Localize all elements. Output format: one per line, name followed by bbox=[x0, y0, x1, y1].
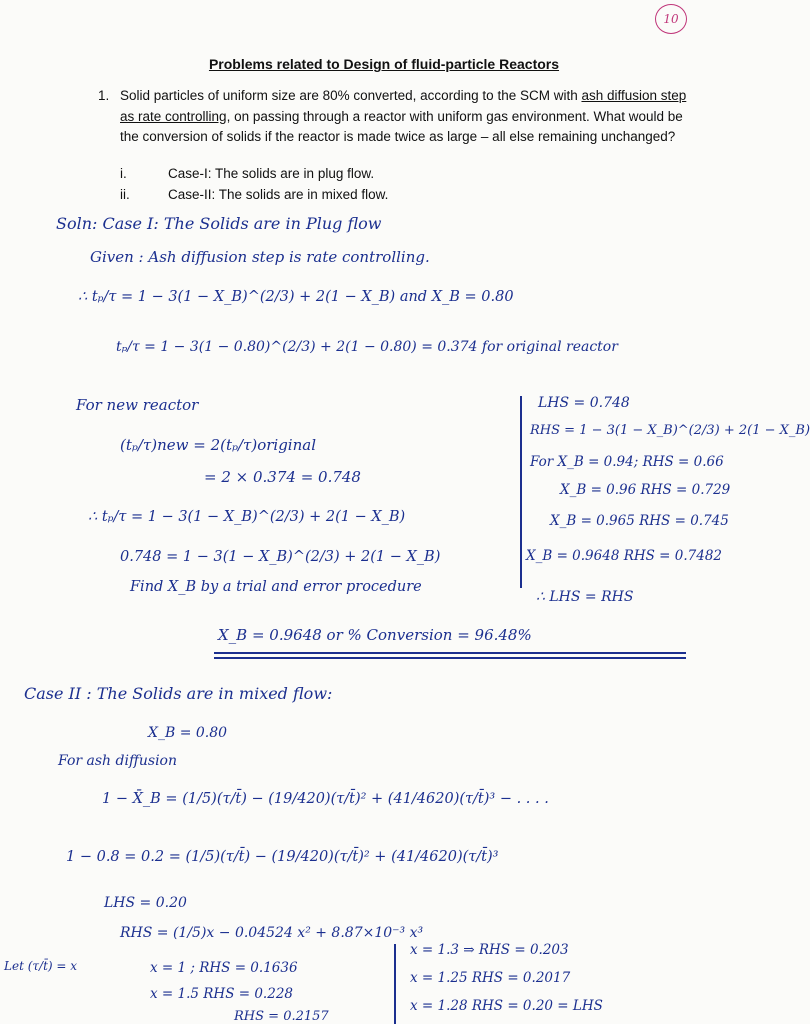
solution-line: Given : Ash diffusion step is rate controlling. bbox=[90, 248, 430, 266]
page-number: 10 bbox=[663, 12, 679, 26]
problem-text-after: , on passing through a reactor with uniform gas environment. What would be the conversion of solids if the reactor is made twice as large – all else remaining unchanged? bbox=[120, 108, 683, 144]
case2-line: x = 1.25 RHS = 0.2017 bbox=[410, 970, 571, 986]
case-roman: ii. bbox=[120, 187, 130, 202]
case-roman: i. bbox=[120, 166, 127, 181]
page-title: Problems related to Design of fluid-particle Reactors bbox=[208, 56, 560, 72]
solution-line: (tₚ/τ)new = 2(tₚ/τ)original bbox=[120, 436, 316, 454]
solution-line: ∴ tₚ/τ = 1 − 3(1 − X_B)^(2/3) + 2(1 − X_B) and X_B = 0.80 bbox=[78, 289, 514, 305]
solution-line: Find X_B by a trial and error procedure bbox=[130, 579, 422, 595]
case2-line: RHS = (1/5)x − 0.04524 x² + 8.87×10⁻³ x³ bbox=[120, 925, 424, 941]
side-calc-line: For X_B = 0.94; RHS = 0.66 bbox=[530, 454, 724, 470]
problem-statement bbox=[98, 86, 688, 148]
problem-text-underlined: ash diffusion step as rate controlling bbox=[120, 88, 687, 124]
answer-underline bbox=[214, 657, 686, 659]
case2-line: RHS = 0.2157 bbox=[234, 1009, 329, 1024]
answer-case-1: X_B = 0.9648 or % Conversion = 96.48% bbox=[218, 626, 532, 644]
solution-line: For new reactor bbox=[76, 396, 199, 414]
solution-line: ∴ tₚ/τ = 1 − 3(1 − X_B)^(2/3) + 2(1 − X_B) bbox=[88, 509, 406, 525]
solution-line: Soln: Case I: The Solids are in Plug flow bbox=[56, 214, 382, 233]
case-text: Case-II: The solids are in mixed flow. bbox=[168, 187, 389, 202]
problem-text-before: Solid particles of uniform size are 80% converted, according to the SCM with bbox=[120, 88, 582, 103]
problem-text bbox=[120, 86, 688, 148]
case2-line: Let (τ/t̄) = x bbox=[4, 959, 78, 973]
side-calc-line: RHS = 1 − 3(1 − X_B)^(2/3) + 2(1 − X_B) bbox=[530, 423, 810, 438]
case2-line: 1 − X̄_B = (1/5)(τ/t̄) − (19/420)(τ/t̄)² + (41/4620)(τ/t̄)³ − . . . . bbox=[102, 791, 549, 807]
solution-line: 0.748 = 1 − 3(1 − X_B)^(2/3) + 2(1 − X_B) bbox=[120, 549, 441, 565]
case2-line: x = 1.5 RHS = 0.228 bbox=[150, 986, 293, 1002]
case2-line: Case II : The Solids are in mixed flow: bbox=[24, 684, 333, 703]
side-calc-divider bbox=[520, 396, 522, 588]
solution-line: = 2 × 0.374 = 0.748 bbox=[204, 468, 361, 486]
case-text: Case-I: The solids are in plug flow. bbox=[168, 166, 375, 181]
case2-line: 1 − 0.8 = 0.2 = (1/5)(τ/t̄) − (19/420)(τ/t̄)² + (41/4620)(τ/t̄)³ bbox=[66, 849, 499, 865]
case2-line: x = 1 ; RHS = 0.1636 bbox=[150, 960, 298, 976]
side-calc-line: X_B = 0.96 RHS = 0.729 bbox=[560, 482, 731, 498]
case2-line: x = 1.3 ⇒ RHS = 0.203 bbox=[410, 942, 569, 958]
case2-line: X_B = 0.80 bbox=[148, 725, 228, 741]
side-calc-line: X_B = 0.965 RHS = 0.745 bbox=[550, 513, 729, 529]
answer-underline bbox=[214, 652, 686, 654]
side-calc-line: ∴ LHS = RHS bbox=[536, 589, 634, 605]
side-calc-line: X_B = 0.9648 RHS = 0.7482 bbox=[526, 548, 723, 564]
case2-line: x = 1.28 RHS = 0.20 = LHS bbox=[410, 998, 603, 1014]
page-number-badge bbox=[655, 4, 687, 34]
side-calc-line: LHS = 0.748 bbox=[538, 395, 630, 411]
trial-divider bbox=[394, 944, 396, 1024]
solution-line: tₚ/τ = 1 − 3(1 − 0.80)^(2/3) + 2(1 − 0.80) = 0.374 for original reactor bbox=[116, 339, 618, 355]
problem-number: 1. bbox=[98, 88, 110, 103]
case2-line: LHS = 0.20 bbox=[104, 895, 187, 911]
case2-line: For ash diffusion bbox=[58, 753, 177, 769]
